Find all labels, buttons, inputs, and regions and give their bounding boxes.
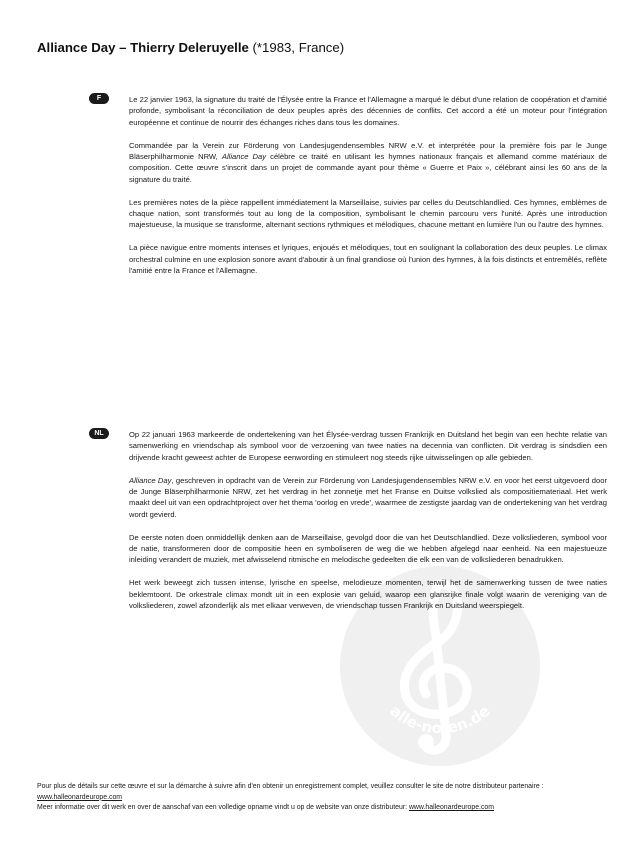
title-subtitle: (*1983, France) bbox=[248, 40, 345, 55]
work-title: Alliance Day bbox=[221, 152, 267, 162]
french-paragraph-4: La pièce navigue entre moments intenses et lyriques, enjoués et mélodiques, tout en soulignant la collaboration des deux peuples. Le climax orchestral culmine en une explosion sonore avant d'aboutir à un final grandiose où l'union des hymnes, à la fois distincts et entremêlés, reflète l'amitié entre la France et l'Allemagne. bbox=[129, 243, 607, 276]
french-section bbox=[129, 94, 607, 288]
french-paragraph-2: Commandée par la Verein zur Förderung von Landesjugendensembles NRW e.V. et interprétée pour la première fois par le Junge Bläserphilharmonie NRW, Alliance Day célèbre ce traité en utilisant les hymnes nationaux français et allemand comme matériaux de composition. Cette œuvre s'inscrit dans un projet de commande ayant pour thème « Guerre et Paix », célébrant ainsi les 60 ans de la signature du traité. bbox=[129, 140, 607, 184]
watermark-text: alle-noten.de bbox=[386, 701, 494, 738]
french-paragraph-1: Le 22 janvier 1963, la signature du traité de l'Élysée entre la France et l'Allemagne a marqué le début d'une relation de coopération et d'amitié profonde, symbolisant la réconciliation de deux peuples après des décennies de conflits. Cet accord a été un moteur pour l'intégration européenne et continue de nourrir des échanges riches dans tous les domaines. bbox=[129, 95, 607, 127]
work-title: Alliance Day bbox=[129, 475, 172, 485]
dutch-paragraph-1: Op 22 januari 1963 markeerde de ondertekening van het Élysée-verdrag tussen Frankrijk en Duitsland het begin van een hechte relatie van samenwerking en vriendschap als symbool voor de verzoening van twee naties na decennia van conflicten. Dit verdrag is sindsdien een drijvende kracht geweest achter de Europese eenwording en stimuleert nog steeds rijke uitwisselingen op alle gebieden. bbox=[129, 430, 607, 462]
footer-dutch: Meer informatie over dit werk en over de aanschaf van een volledige opname vindt u op de website van onze distributeur: www.halleonardeurope.com bbox=[37, 804, 494, 812]
title-main: Alliance Day – Thierry Deleruyelle bbox=[37, 40, 249, 55]
distributor-link-fr[interactable]: www.halleonardeurope.com bbox=[37, 793, 123, 801]
dutch-paragraph-4: Het werk beweegt zich tussen intense, lyrische en speelse, melodieuze momenten, terwijl het de samenwerking tussen de twee naties beklemtoont. De orkestrale climax mondt uit in een explosie van geluid, waarop een glansrijke finale volgt waarin de vereniging van de volksliederen, zowel afzonderlijk als met elkaar verweven, de vriendschap tussen Frankrijk en Duitsland weerspiegelt. bbox=[129, 578, 607, 611]
page-title bbox=[37, 40, 344, 55]
footer bbox=[37, 782, 617, 814]
dutch-section bbox=[129, 429, 607, 623]
language-badge-fr: F bbox=[89, 93, 109, 104]
dutch-paragraph-3: De eerste noten doen onmiddellijk denken aan de Marseillaise, gevolgd door die van het Deutschlandlied. Deze volksliederen, symbool voor de natie, transformeren door de compositie heen en symboliseren de weg die we hebben afgelegd naar eenheid. Na een majestueuze inleiding verandert de muziek, met afwisselend ritmische en melodische gedeelten die elk een van de volksliederen benadrukken. bbox=[129, 532, 607, 565]
footer-french: Pour plus de détails sur cette œuvre et sur la démarche à suivre afin d'en obtenir un enregistrement complet, veuillez consulter le site de notre distributeur partenaire : www.halleonardeurope.com bbox=[37, 783, 544, 801]
french-paragraph-3: Les premières notes de la pièce rappellent immédiatement la Marseillaise, suivies par celles du Deutschlandlied. Ces hymnes, emblèmes de chaque nation, sont transformés tout au long de la composition, symbolisant le chemin parcouru vers l'unité. Après une introduction majestueuse, la musique se transforme, alternant sections rythmiques et mélodiques, chacune mettant en lumière l'un ou l'autre des hymnes. bbox=[129, 197, 607, 230]
dutch-paragraph-2: Alliance Day, geschreven in opdracht van de Verein zur Förderung von Landesjugendensembles NRW e.V. en voor het eerst uitgevoerd door de Junge Bläserphilharmonie NRW, zet het verdrag in het zonnetje met het Franse en Duitse volkslied als compositiemateriaal. Het werk maakt deel uit van een opdrachtproject over het thema 'oorlog en vrede', waarmee de zestigste jaardag van de ondertekening van het verdrag wordt gevierd. bbox=[129, 475, 607, 519]
distributor-link-nl[interactable]: www.halleonardeurope.com bbox=[408, 804, 494, 812]
language-badge-nl: NL bbox=[89, 428, 109, 439]
